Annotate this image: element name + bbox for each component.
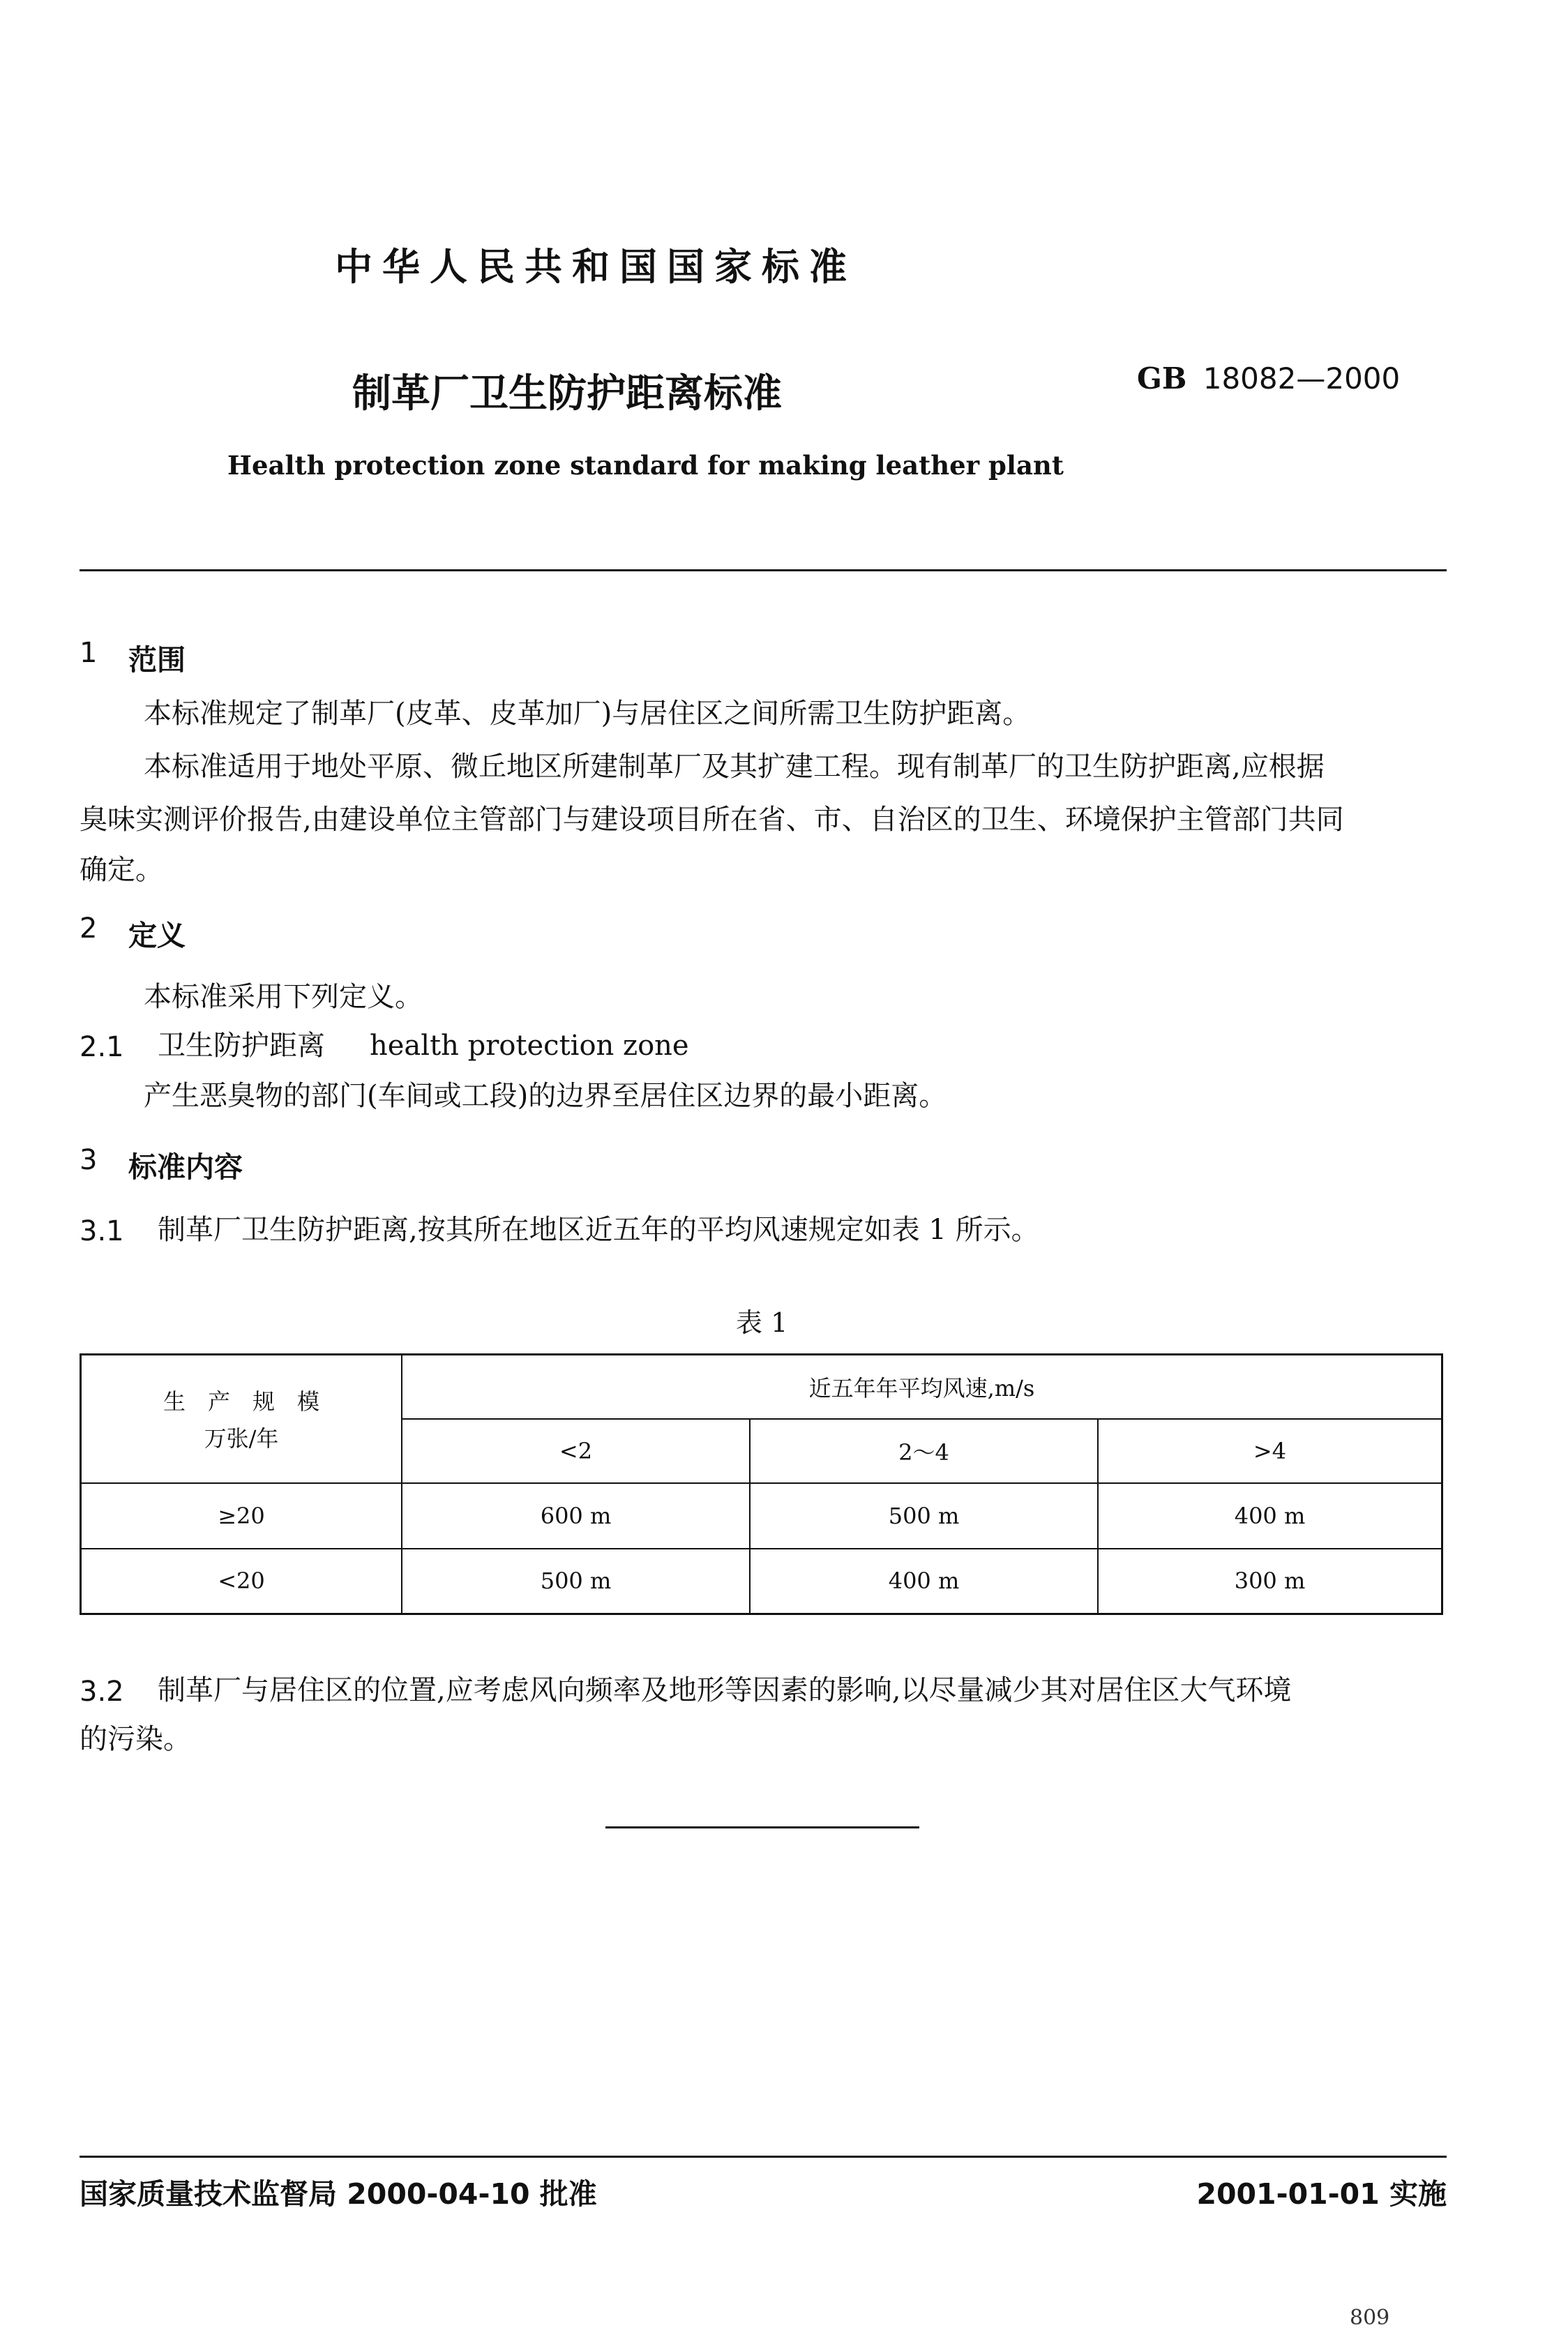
- english-title: Health protection zone standard for making leather plant: [227, 450, 1064, 481]
- table-row: [81, 1549, 1442, 1614]
- header-rule: [80, 569, 1447, 571]
- page-number: 809: [1350, 2306, 1390, 2330]
- table-column-wind-2-4: 2～4: [750, 1419, 1098, 1483]
- footer-rule: [80, 2156, 1447, 2158]
- table-column-wind-gt-4: >4: [1098, 1419, 1442, 1483]
- definition-2-1-number: 2.1: [80, 1031, 124, 1063]
- section-1-paragraph-1: 本标准规定了制革厂(皮革、皮革加厂)与居住区之间所需卫生防护距离。: [144, 698, 1031, 730]
- section-1-paragraph-2-line-3: 确定。: [80, 854, 163, 886]
- table-header-wind-speed: 近五年年平均风速,m/s: [402, 1355, 1442, 1419]
- document-title: 制革厂卫生防护距离标准: [352, 371, 782, 416]
- table-cell: 400 m: [1098, 1483, 1442, 1549]
- table-row: [81, 1483, 1442, 1549]
- definition-2-1-text: 产生恶臭物的部门(车间或工段)的边界至居住区边界的最小距离。: [144, 1080, 947, 1112]
- section-1-number: 1: [80, 637, 98, 669]
- table-row-scale-lt-20: <20: [81, 1549, 402, 1614]
- clause-3-2-number: 3.2: [80, 1676, 124, 1708]
- table-1-caption: 表 1: [736, 1307, 788, 1338]
- section-2-title: 定义: [128, 919, 186, 952]
- table-cell: 300 m: [1098, 1549, 1442, 1614]
- table-cell: 600 m: [402, 1483, 750, 1549]
- table-cell: 500 m: [750, 1483, 1098, 1549]
- section-1-paragraph-2-line-2: 臭味实测评价报告,由建设单位主管部门与建设项目所在省、市、自治区的卫生、环境保护主管部门共同: [80, 804, 1344, 836]
- definition-2-1-term: 卫生防护距离: [158, 1030, 325, 1062]
- clause-3-2-line-2: 的污染。: [80, 1723, 191, 1755]
- table-column-wind-lt-2: <2: [402, 1419, 750, 1483]
- clause-3-1-number: 3.1: [80, 1215, 124, 1247]
- section-2-number: 2: [80, 912, 98, 945]
- national-standard-heading: 中华人民共和国国家标准: [335, 245, 857, 289]
- section-3-number: 3: [80, 1144, 98, 1176]
- approval-statement: 国家质量技术监督局 2000-04-10 批准: [80, 2177, 597, 2211]
- definition-2-1-term-english: health protection zone: [370, 1030, 689, 1062]
- section-1-paragraph-2-line-1: 本标准适用于地处平原、微丘地区所建制革厂及其扩建工程。现有制革厂的卫生防护距离,应根据: [144, 751, 1325, 783]
- end-of-text-rule: [605, 1826, 919, 1828]
- table-1: [80, 1353, 1443, 1615]
- standard-code: [1137, 361, 1400, 396]
- effective-date: 2001-01-01 实施: [1196, 2177, 1447, 2211]
- table-cell: 500 m: [402, 1549, 750, 1614]
- table-cell: 400 m: [750, 1549, 1098, 1614]
- table-row-scale-ge-20: ≥20: [81, 1483, 402, 1549]
- section-1-title: 范围: [128, 643, 186, 677]
- clause-3-1-text: 制革厂卫生防护距离,按其所在地区近五年的平均风速规定如表 1 所示。: [158, 1214, 1039, 1246]
- table-header-production-scale-unit: 万张/年: [204, 1425, 279, 1452]
- standard-code-prefix: GB: [1137, 361, 1187, 396]
- section-2-intro: 本标准采用下列定义。: [144, 981, 423, 1013]
- table-header-production-scale-line-1: 生 产 规 模: [163, 1388, 319, 1415]
- standard-code-number: 18082—2000: [1203, 361, 1401, 396]
- clause-3-2-line-1: 制革厂与居住区的位置,应考虑风向频率及地形等因素的影响,以尽量减少其对居住区大气环境: [158, 1674, 1292, 1706]
- section-3-title: 标准内容: [128, 1150, 243, 1184]
- table-header-production-scale: [81, 1355, 402, 1483]
